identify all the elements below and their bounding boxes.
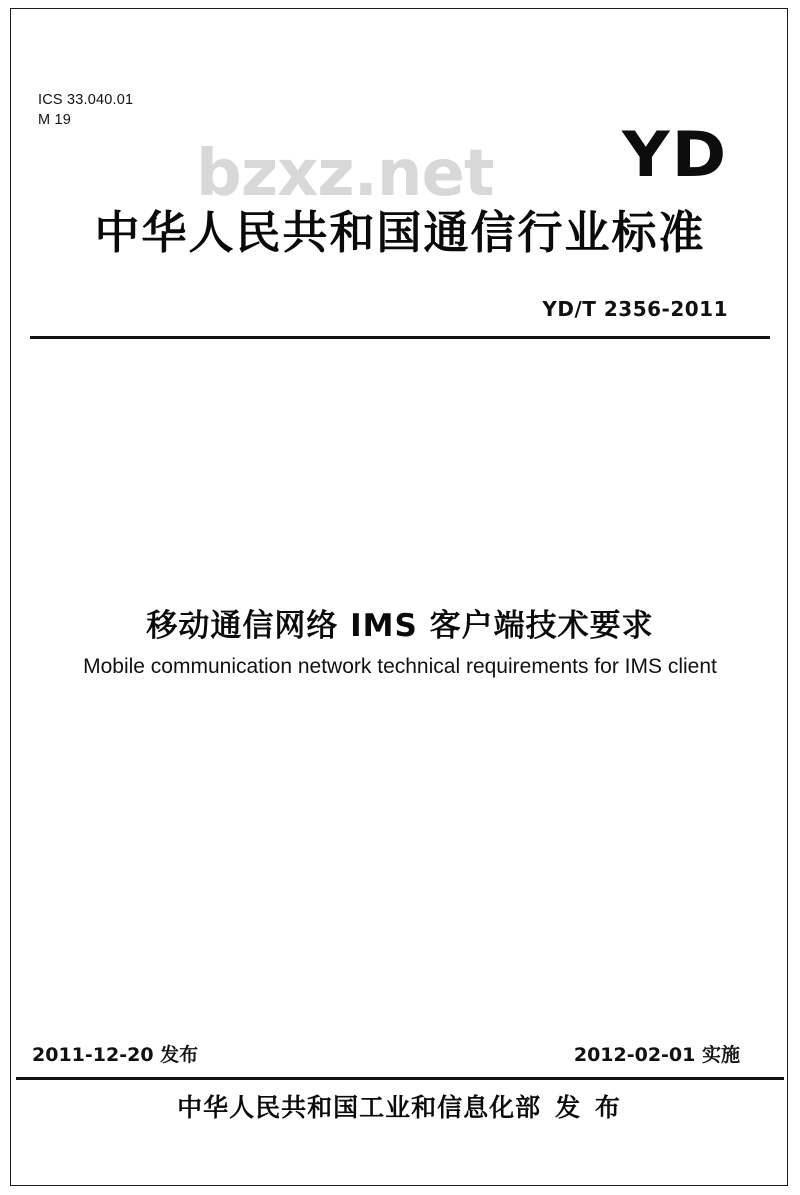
yd-logo: YD — [621, 118, 728, 191]
ics-classification-block — [38, 90, 133, 130]
header-divider — [30, 336, 770, 339]
publisher-suffix: 发 布 — [555, 1093, 623, 1122]
document-title-cn: 移动通信网络 IMS 客户端技术要求 — [146, 608, 654, 644]
watermark-text: bzxz.net — [196, 137, 494, 211]
document-title-en: Mobile communication network technical requirements for IMS client — [83, 655, 717, 678]
issue-date: 2011-12-20 发布 — [32, 1044, 199, 1066]
footer-divider — [16, 1077, 784, 1080]
standard-number: YD/T 2356-2011 — [542, 297, 728, 321]
series-title: 中华人民共和国通信行业标准 — [94, 206, 706, 259]
publisher-name: 中华人民共和国工业和信息化部 — [177, 1093, 542, 1122]
classification-code: M 19 — [38, 112, 72, 128]
effective-date: 2012-02-01 实施 — [573, 1044, 740, 1066]
ics-code: ICS 33.040.01 — [38, 92, 134, 108]
publisher-line — [0, 1088, 800, 1124]
